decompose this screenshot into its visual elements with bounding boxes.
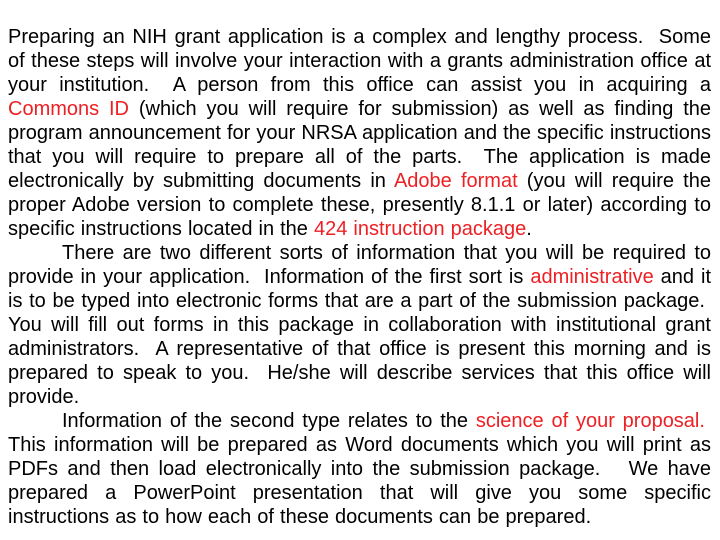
slide-text-block [8,25,711,529]
body-text-segment: Information of the second type relates to the [62,410,476,432]
highlighted-phrase: administrative [530,266,654,288]
highlighted-phrase: Commons ID [8,98,129,120]
body-text-segment: (you will require the proper Adobe version to complete these, presently 8.1.1 or later) according to specific instructions located in the [8,170,711,240]
highlighted-phrase: science of your proposal. [475,410,705,432]
highlighted-phrase: 424 instruction package [314,218,527,240]
highlighted-phrase: Adobe format [393,170,518,192]
paragraph [8,25,711,241]
body-text-segment: This information will be prepared as Word documents which you will print as PDFs and then load electronically into the submission package. We have prepared a PowerPoint presentation that will give you some specific instructions as to how each of these documents can be prepared. [8,410,711,528]
body-text-segment: There are two different sorts of information that you will be required to provide in your application. Information of the first sort is [8,242,711,288]
body-text-segment: (which you will require for submission) as well as finding the program announcement for your NRSA application and the specific instructions that you will require to prepare all of the parts. The application is made electronically by submitting documents in [8,98,711,192]
paragraph [8,241,711,409]
paragraph [8,409,711,529]
body-text-segment: Preparing an NIH grant application is a complex and lengthy process. Some of these steps will involve your interaction with a grants administration office at your institution. A person from this office can assist you in acquiring a [8,26,711,96]
body-text-segment: and it is to be typed into electronic forms that are a part of the submission package. You will fill out forms in this package in collaboration with institutional grant administrators. A representative of that office is present this morning and is prepared to speak to you. He/she will describe services that this office will provide. [8,266,712,408]
body-text-segment: . [526,218,532,240]
